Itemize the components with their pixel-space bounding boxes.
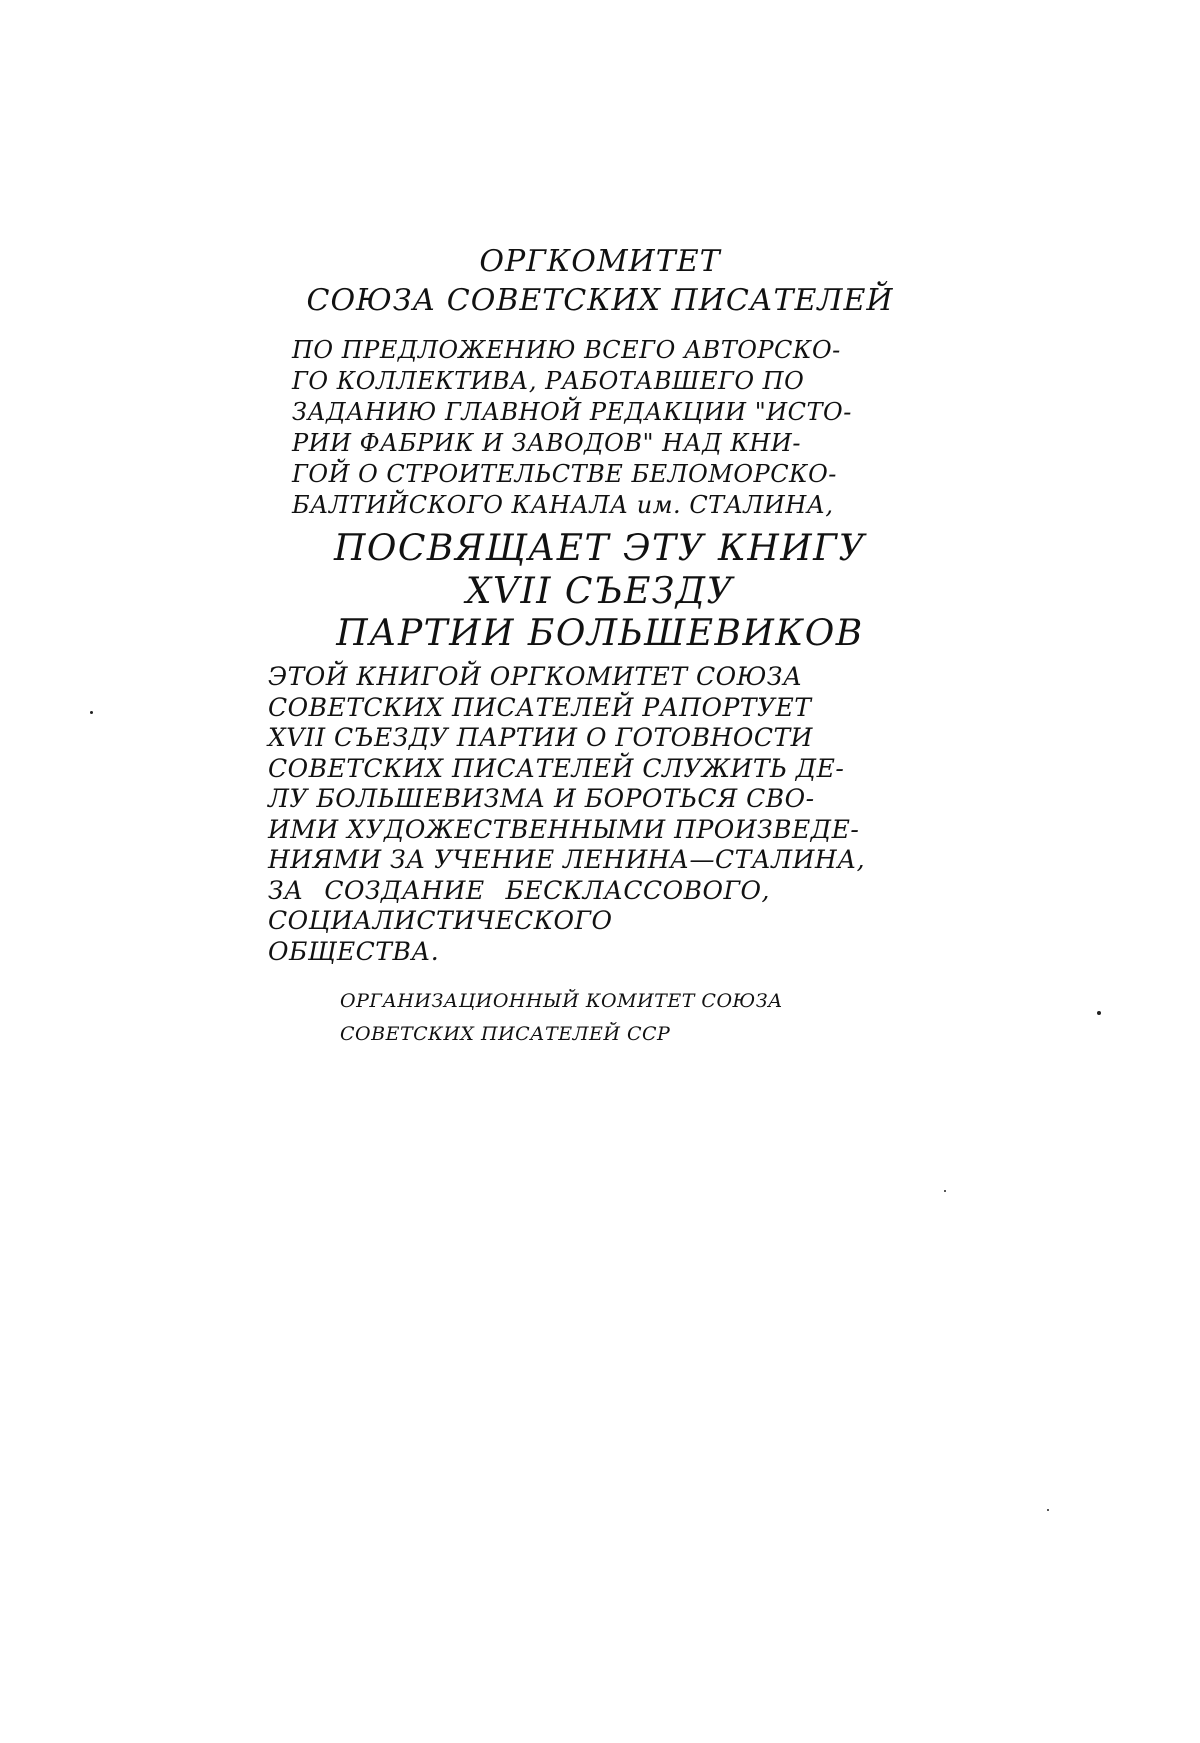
dedication-line: РИИ ФАБРИК И ЗАВОДОВ" НАД КНИ-: [292, 429, 801, 457]
header-union-of-writers: СОЮЗА СОВЕТСКИХ ПИСАТЕЛЕЙ: [306, 283, 894, 318]
report-line: СОВЕТСКИХ ПИСАТЕЛЕЙ РАПОРТУЕТ: [268, 692, 812, 722]
report-line: СОЦИАЛИСТИЧЕСКОГО: [268, 906, 613, 935]
report-line: НИЯМИ ЗА УЧЕНИЕ ЛЕНИНА—СТАЛИНА,: [268, 845, 866, 874]
scan-speck: [1047, 1509, 1049, 1511]
dedication-line: ГОЙ О СТРОИТЕЛЬСТВЕ БЕЛОМОРСКО-: [292, 460, 837, 488]
report-line: ИМИ ХУДОЖЕСТВЕННЫМИ ПРОИЗВЕДЕ-: [268, 814, 860, 844]
report-line: СОВЕТСКИХ ПИСАТЕЛЕЙ СЛУЖИТЬ ДЕ-: [268, 753, 845, 783]
signature-block: [340, 985, 783, 1051]
dedication-paragraph: [292, 335, 852, 521]
report-line: ОБЩЕСТВА.: [268, 936, 440, 966]
title-dedicates-book: ПОСВЯЩАЕТ ЭТУ КНИГУ: [333, 528, 867, 569]
title-xvii-congress: XVII СЪЕЗДУ: [465, 571, 735, 612]
dedication-line: БАЛТИЙСКОГО КАНАЛА им. СТАЛИНА,: [292, 491, 834, 519]
dedication-line: ПО ПРЕДЛОЖЕНИЮ ВСЕГО АВТОРСКО-: [292, 336, 841, 364]
dedication-line: ЗАДАНИЮ ГЛАВНОЙ РЕДАКЦИИ "ИСТО-: [292, 398, 852, 426]
signature-line: СОВЕТСКИХ ПИСАТЕЛЕЙ ССР: [340, 1023, 671, 1045]
scan-speck: [1097, 1011, 1101, 1015]
report-line: ЛУ БОЛЬШЕВИЗМА И БОРОТЬСЯ СВО-: [268, 784, 815, 813]
dedication-line: ГО КОЛЛЕКТИВА, РАБОТАВШЕГО ПО: [292, 367, 805, 395]
header-orgcommittee: ОРГКОМИТЕТ: [479, 244, 721, 279]
report-line: XVII СЪЕЗДУ ПАРТИИ О ГОТОВНОСТИ: [268, 723, 813, 752]
signature-line: ОРГАНИЗАЦИОННЫЙ КОМИТЕТ СОЮЗА: [340, 990, 783, 1012]
report-line: ЭТОЙ КНИГОЙ ОРГКОМИТЕТ СОЮЗА: [268, 662, 803, 691]
title-bolshevik-party: ПАРТИИ БОЛЬШЕВИКОВ: [336, 613, 864, 654]
report-paragraph: [268, 662, 866, 967]
scan-speck: [90, 711, 93, 714]
scan-speck: [944, 1190, 946, 1192]
report-line: ЗА СОЗДАНИЕ БЕСКЛАССОВОГО,: [268, 875, 770, 905]
